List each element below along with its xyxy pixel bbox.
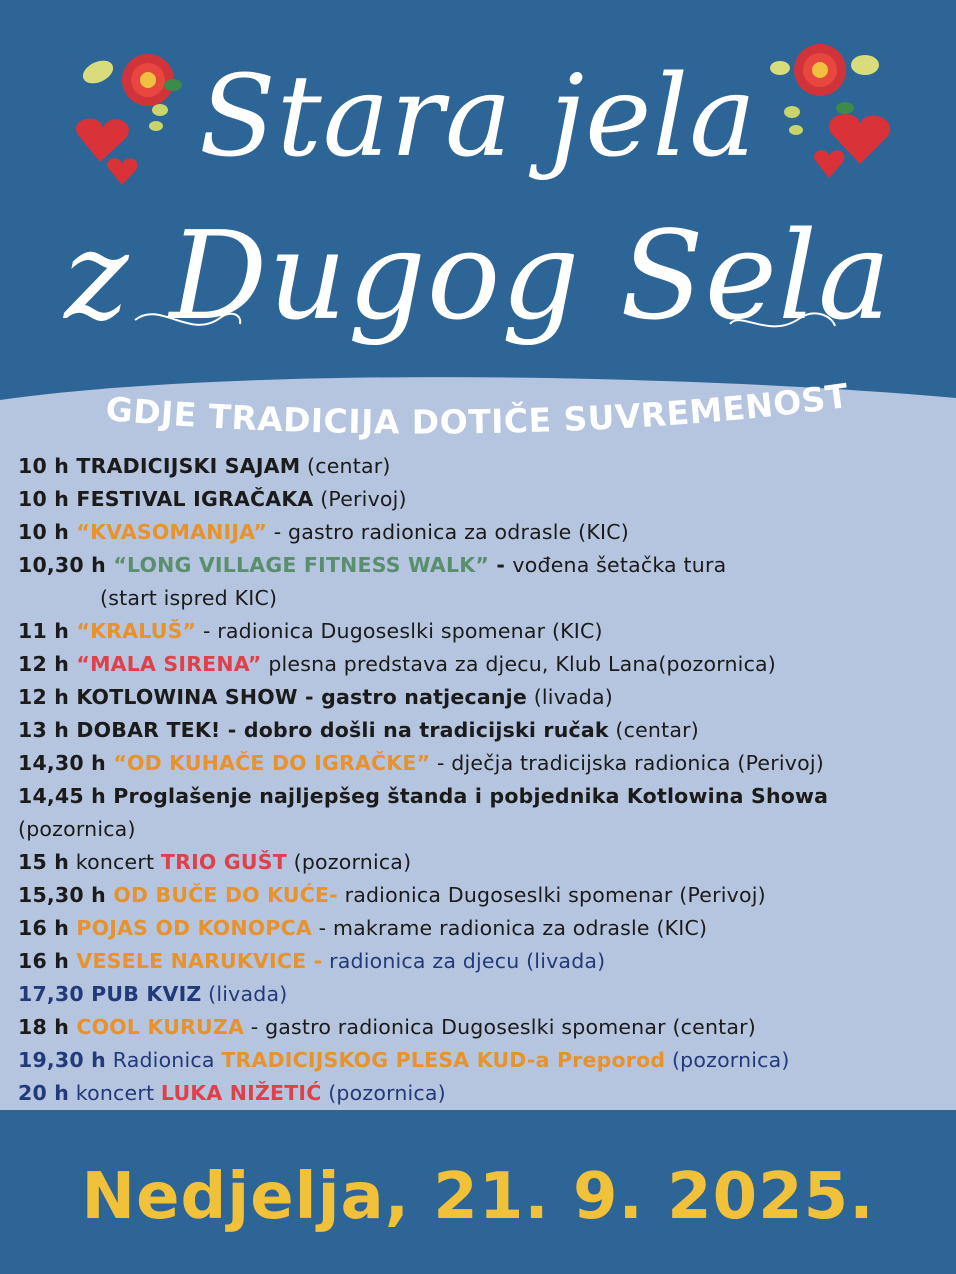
subtitle-text: GDJE TRADICIJA DOTIČE SUVREMENOST (104, 375, 851, 442)
event-date: Nedjelja, 21. 9. 2025. (81, 1160, 875, 1234)
schedule-row (18, 912, 943, 945)
schedule-text: koncert (69, 1081, 161, 1105)
schedule-row (18, 648, 943, 681)
schedule-text: 14,30 h (18, 751, 114, 775)
schedule-text: “LONG VILLAGE FITNESS WALK” (113, 553, 490, 577)
schedule-text: radionica Dugoseslki spomenar (Perivoj) (337, 883, 766, 907)
schedule-text: (livada) (201, 982, 288, 1006)
schedule-text: 19,30 h (18, 1048, 106, 1072)
schedule-row (18, 747, 943, 780)
schedule-text: 17,30 PUB KVIZ (18, 982, 202, 1006)
schedule-text: vođena šetačka tura (512, 553, 727, 577)
schedule-text: 18 h (18, 1015, 77, 1039)
schedule-text: “KRALUŠ” (76, 619, 197, 643)
schedule-text: OD BUČE DO KUĆE- (113, 883, 338, 907)
subtitle (0, 0, 956, 450)
schedule-row (18, 780, 943, 813)
schedule-text: 14,45 h Proglašenje najljepšeg štanda i pobjednika Kotlowina Showa (18, 784, 829, 808)
schedule-text: (pozornica) (665, 1048, 790, 1072)
schedule-row (18, 582, 943, 615)
schedule-text: (start ispred KIC) (100, 586, 278, 610)
schedule-text: koncert (69, 850, 161, 874)
schedule-text: 16 h (18, 916, 77, 940)
schedule-text: - (489, 553, 513, 577)
schedule-text: - makrame radionica za odrasle (KIC) (311, 916, 708, 940)
schedule-text: “OD KUHAČE DO IGRAČKE” (113, 751, 431, 775)
schedule-text: TRADICIJSKOG PLESA KUD-a Preporod (221, 1048, 666, 1072)
schedule-text: (livada) (526, 685, 613, 709)
schedule-row (18, 846, 943, 879)
schedule-text: 20 h (18, 1081, 70, 1105)
schedule-text: 15,30 h (18, 883, 114, 907)
schedule-text: 15 h (18, 850, 70, 874)
schedule-row (18, 1011, 943, 1044)
svg-text:GDJE TRADICIJA DOTIČE SUVREMEN (104, 376, 851, 442)
schedule-row (18, 945, 943, 978)
schedule-row (18, 1077, 943, 1110)
schedule-list (18, 450, 943, 1110)
schedule-text: radionica za djecu (livada) (322, 949, 606, 973)
schedule-text: LUKA NIŽETIĆ (160, 1081, 322, 1105)
schedule-text: (pozornica) (18, 817, 136, 841)
schedule-row (18, 879, 943, 912)
schedule-row (18, 978, 943, 1011)
schedule-text: - gastro radionica za odrasle (KIC) (267, 520, 629, 544)
schedule-row (18, 714, 943, 747)
schedule-text: 10,30 h (18, 553, 114, 577)
title-line-2: z Dugog Sela (64, 205, 892, 347)
schedule-text: POJAS OD KONOPCA (76, 916, 312, 940)
schedule-text: 12 h KOTLOWINA SHOW - gastro natjecanje (18, 685, 527, 709)
schedule-text: (centar) (300, 454, 391, 478)
schedule-row (18, 549, 943, 582)
schedule-text: 11 h (18, 619, 77, 643)
schedule-text: 10 h (18, 520, 77, 544)
schedule-text: 16 h (18, 949, 77, 973)
schedule-row (18, 681, 943, 714)
schedule-text: 12 h (18, 652, 77, 676)
schedule-text: (Perivoj) (313, 487, 407, 511)
title-line-1: Stara jela (198, 52, 758, 182)
schedule-text: VESELE NARUKVICE - (76, 949, 323, 973)
schedule-text: plesna predstava za djecu, Klub Lana(pozornica) (261, 652, 777, 676)
schedule-text: Radionica (105, 1048, 222, 1072)
schedule-text: COOL KURUZA (76, 1015, 245, 1039)
schedule-text: TRIO GUŠT (160, 850, 287, 874)
schedule-text: “MALA SIRENA” (76, 652, 262, 676)
schedule-text: - radionica Dugoseslki spomenar (KIC) (196, 619, 603, 643)
schedule-text: - dječja tradicijska radionica (Perivoj) (430, 751, 824, 775)
schedule-text: (pozornica) (321, 1081, 446, 1105)
schedule-text: 13 h DOBAR TEK! - dobro došli na tradicijski ručak (18, 718, 609, 742)
schedule-text: 10 h FESTIVAL IGRAČAKA (18, 487, 314, 511)
schedule-text: - gastro radionica Dugoseslki spomenar (centar) (244, 1015, 756, 1039)
schedule-row (18, 483, 943, 516)
schedule-row (18, 1044, 943, 1077)
schedule-row (18, 516, 943, 549)
schedule-text: (pozornica) (286, 850, 412, 874)
schedule-row (18, 813, 943, 846)
schedule-text: (centar) (608, 718, 699, 742)
schedule-row (18, 615, 943, 648)
schedule-text: “KVASOMANIJA” (76, 520, 268, 544)
schedule-row (18, 450, 943, 483)
schedule-text: 10 h TRADICIJSKI SAJAM (18, 454, 301, 478)
